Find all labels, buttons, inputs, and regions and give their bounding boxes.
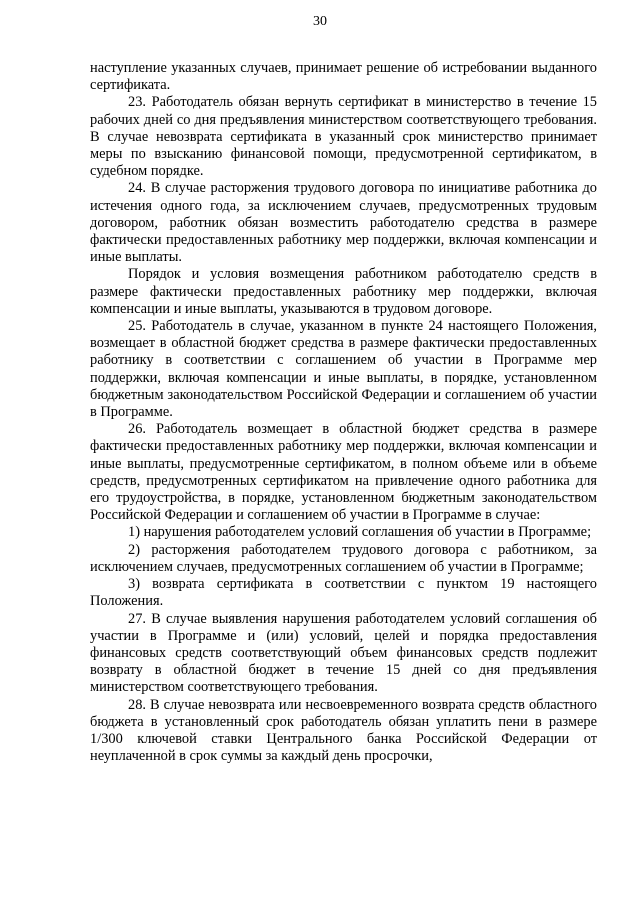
paragraph-continuation: наступление указанных случаев, принимает решение об истребовании выданного сертификата. [90,60,597,94]
paragraph-26: 26. Работодатель возмещает в областной бюджет средства в размере фактически предоставленных работнику мер поддержки, включая компенсации и иные выплаты, предусмотренные сертификатом, в полном объеме или в объеме средств, предусмотренных сертификатом на привлечение одного работника для его трудоустройства, в порядке, установленном бюджетным законодательством Российской Федерации и соглашением об участии в Программе в случае: [90,421,597,524]
paragraph-24-procedure: Порядок и условия возмещения работником работодателю средств в размере фактически предоставленных работнику мер поддержки, включая компенсации и иные выплаты, указываются в трудовом договоре. [90,266,597,317]
paragraph-25: 25. Работодатель в случае, указанном в пункте 24 настоящего Положения, возмещает в областной бюджет средства в размере фактически предоставленных работнику в соответствии с соглашением об участии в Программе мер поддержки, включая компенсации и иные выплаты, в порядке, установленном бюджетным законодательством Российской Федерации и соглашением об участии в Программе. [90,318,597,421]
paragraph-26-item-3: 3) возврата сертификата в соответствии с пунктом 19 настоящего Положения. [90,576,597,610]
page-number: 30 [313,14,327,29]
document-body [90,60,597,765]
paragraph-23: 23. Работодатель обязан вернуть сертификат в министерство в течение 15 рабочих дней со дня предъявления министерством соответствующего требования. В случае невозврата сертификата в указанный срок министерство принимает меры по взысканию финансовой помощи, предусмотренной сертификатом, в судебном порядке. [90,94,597,180]
paragraph-27: 27. В случае выявления нарушения работодателем условий соглашения об участии в Программе и (или) условий, целей и порядка предоставления финансовых средств соответствующий объем финансовых средств подлежит возврату в областной бюджет в течение 15 дней со дня предъявления министерством соответствующего требования. [90,610,597,696]
paragraph-26-item-1: 1) нарушения работодателем условий соглашения об участии в Программе; [128,524,592,541]
paragraph-28: 28. В случае невозврата или несвоевременного возврата средств областного бюджета в установленный срок работодатель обязан уплатить пени в размере 1/300 ключевой ставки Центрального банка Российской Федерации от неуплаченной в срок суммы за каждый день просрочки, [90,696,597,765]
paragraph-24: 24. В случае расторжения трудового договора по инициативе работника до истечения одного года, за исключением случаев, предусмотренных трудовым договором, работник обязан возместить работодателю средства в размере фактически предоставленных работнику мер поддержки, включая компенсации и иные выплаты. [90,180,597,266]
paragraph-26-item-2: 2) расторжения работодателем трудового договора с работником, за исключением случаев, предусмотренных соглашением об участии в Программе; [90,541,597,575]
